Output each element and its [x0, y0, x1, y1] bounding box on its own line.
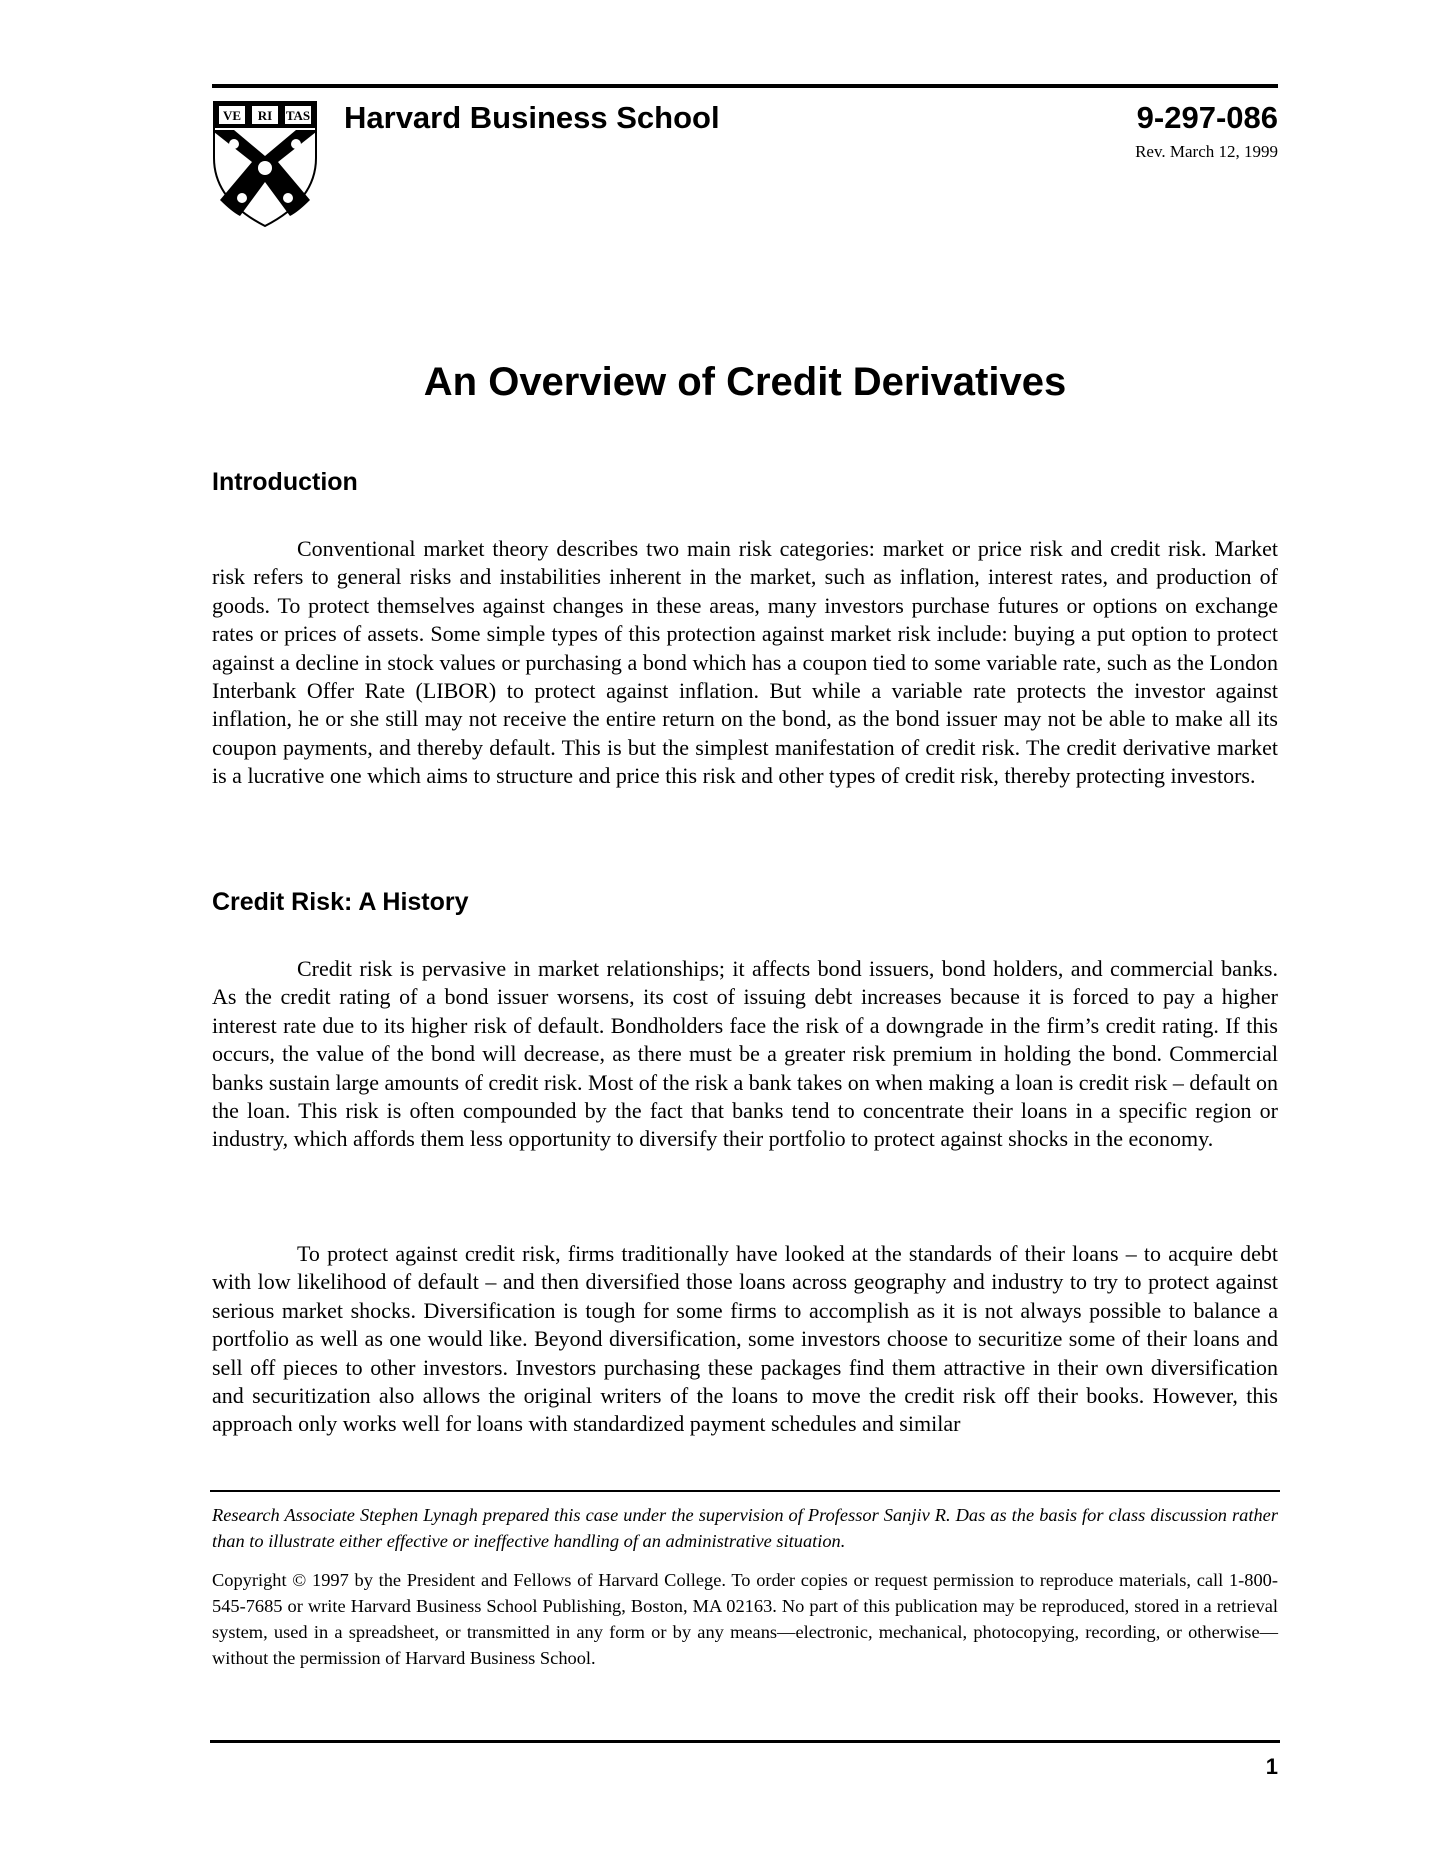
motto-tas: TAS — [285, 108, 311, 123]
motto-ri: RI — [257, 108, 273, 123]
paragraph-history-1: Credit risk is pervasive in market relationships; it affects bond issuers, bond holders, and commercial banks. As the credit rating of a bond issuer worsens, its cost of issuing debt increases because it is forced to pay a higher interest rate due to its higher risk of default. Bondholders face the risk of a downgrade in the firm’s credit rating. If this occurs, the value of the bond will decrease, as there must be a greater risk premium in holding the bond. Commercial banks sustain large amounts of credit risk. Most of the risk a bank takes on when making a loan is credit risk – default on the loan. This risk is often compounded by the fact that banks tend to concentrate their loans in a specific region or industry, which affords them less opportunity to diversify their portfolio to protect against shocks in the economy. — [212, 956, 1278, 1152]
header-rule — [212, 84, 1278, 88]
footnote-rule — [210, 1490, 1280, 1492]
heading-introduction: Introduction — [212, 468, 358, 496]
revision-date: Rev. March 12, 1999 — [1135, 142, 1278, 161]
heading-history: Credit Risk: A History — [212, 888, 469, 916]
case-number: 9-297-086 — [1136, 100, 1278, 135]
paragraph-history-2: To protect against credit risk, firms traditionally have looked at the standards of their loans – to acquire debt with low likelihood of default – and then diversified those loans across geography and industry to try to protect against serious market shocks. Diversification is tough for some firms to accomplish as it is not always possible to balance a portfolio as well as one would like. Beyond diversification, some investors choose to securitize some of their loans and sell off pieces to other investors. Investors purchasing these packages find them attractive in their own diversification and securitization also allows the original writers of the loans to move the credit risk off their books. However, this approach only works well for loans with standardized payment schedules and similar — [212, 1241, 1278, 1437]
copyright-notice: Copyright © 1997 by the President and Fellows of Harvard College. To order copies or request permission to reproduce materials, call 1-800-545-7685 or write Harvard Business School Publishing, Boston, MA 02163. No part of this publication may be reproduced, stored in a retrieval system, used in a spreadsheet, or transmitted in any form or by any means—electronic, mechanical, photocopying, recording, or otherwise—without the permission of Harvard Business School. — [212, 1570, 1278, 1668]
school-name: Harvard Business School — [344, 100, 720, 135]
hbs-shield-logo — [212, 100, 318, 228]
paragraph-introduction: Conventional market theory describes two main risk categories: market or price risk and credit risk. Market risk refers to general risks and instabilities inherent in the market, such as inflation, interest rates, and production of goods. To protect themselves against changes in these areas, many investors purchase futures or options on exchange rates or prices of assets. Some simple types of this protection against market risk include: buying a put option to protect against a decline in stock values or purchasing a bond which has a coupon tied to some variable rate, such as the London Interbank Offer Rate (LIBOR) to protect against inflation. But while a variable rate protects the investor against inflation, he or she still may not receive the entire return on the bond, as the bond issuer may not be able to make all its coupon payments, and thereby default. This is but the simplest manifestation of credit risk. The credit derivative market is a lucrative one which aims to structure and price this risk and other types of credit risk, thereby protecting investors. — [212, 536, 1278, 789]
document-title: An Overview of Credit Derivatives — [423, 360, 1067, 404]
footer-rule — [210, 1740, 1280, 1743]
motto-ve: VE — [222, 108, 242, 123]
page-number: 1 — [1265, 1754, 1278, 1779]
case-note: Research Associate Stephen Lynagh prepared this case under the supervision of Professor Sanjiv R. Das as the basis for class discussion rather than to illustrate either effective or ineffective handling of an administrative situation. — [212, 1505, 1278, 1551]
